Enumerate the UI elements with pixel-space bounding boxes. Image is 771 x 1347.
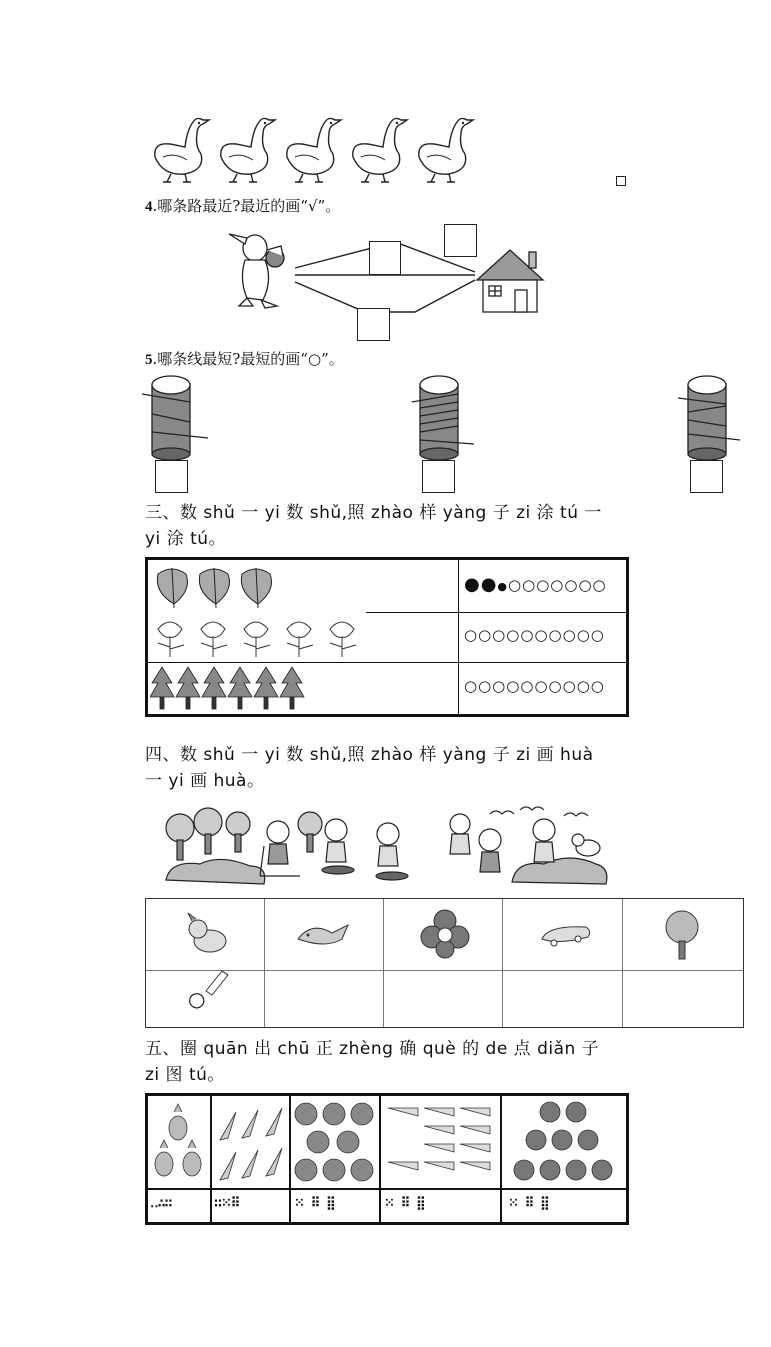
child-icon [322,819,354,874]
tree-icon [280,667,304,709]
tree-icon [166,814,194,860]
empty-circles: ○○○○○○○○○○ [464,677,605,695]
tree-icon [254,667,278,709]
answer-box-bottom-route[interactable] [357,308,390,341]
count-color-table [145,557,629,717]
watermelon-icon-group [504,1100,622,1186]
draw-table [145,898,744,1028]
leaf-row [152,564,282,610]
answer-box-spool-3[interactable] [690,460,723,493]
child-icon [260,821,300,876]
child-icon [533,819,555,862]
question-5 [145,348,344,369]
title-line: yi 涂 tú。 [145,529,227,549]
flower-icon [158,622,184,657]
section-3-title [145,500,602,552]
dot-options-3[interactable]: ⁙ ⠿ ⣿ [294,1196,335,1211]
spool-icon [142,376,208,460]
answer-box-spool-2[interactable] [422,460,455,493]
question-number: 5 [145,352,153,368]
carrot-icon-group [214,1104,286,1184]
tree-icon [176,667,200,709]
dot-picture-table [145,1093,629,1225]
tree-row [150,665,310,711]
title-line: 三、数 shǔ 一 yi 数 shǔ,照 zhào 样 yàng 子 zi 涂 tú 一 [145,503,602,523]
question-text: .哪条线最短?最短的画“○”。 [152,350,344,368]
spool-icon [678,376,740,460]
dot-options-4[interactable]: ⁙ ⠿ ⣿ [384,1196,425,1211]
tree-icon [662,907,702,963]
answer-box-small[interactable] [616,176,626,186]
question-text: .哪条路最近?最近的画“√”。 [152,197,341,215]
dot-options-5[interactable]: ⁙ ⠿ ⣿ [508,1196,549,1211]
child-icon [376,823,408,880]
rabbit-icon [229,234,284,308]
answer-box-spool-1[interactable] [155,460,188,493]
child-icon [479,829,501,872]
bird-icon [490,811,514,814]
dot-options-1[interactable]: ‥∴∷ [150,1196,172,1211]
question-4 [145,195,340,216]
spools-illustration [140,372,760,462]
spool-icon [412,376,474,460]
leaf-icon [199,568,229,608]
skateboard-icon [538,921,594,949]
tree-icon [226,812,250,852]
geese-illustration [145,112,485,188]
answer-box-middle-route[interactable] [444,224,477,257]
section-4-title [145,742,594,794]
flower-row [150,615,370,659]
title-line: 五、圈 quān 出 chū 正 zhèng 确 què 的 de 点 diǎn 子 [145,1039,600,1059]
title-line: zi 图 tú。 [145,1065,225,1085]
filled-circles-large: ●● [464,574,498,595]
example-circle-mark: ○ [188,987,206,1011]
title-line: 四、数 shǔ 一 yi 数 shǔ,照 zhào 样 yàng 子 zi 画 huà [145,745,594,765]
answer-box-top-route[interactable] [369,241,401,275]
circle-row-1[interactable] [464,574,607,595]
bird-icon [564,813,588,816]
title-line: 一 yi 画 huà。 [145,771,265,791]
flower-icon [287,622,313,657]
leaf-icon [241,568,271,608]
flower-icon [420,909,470,959]
flower-icon [244,622,270,657]
dog-icon [182,911,232,957]
filled-circle-small: ● [497,580,509,593]
leaf-icon [157,568,187,608]
dog-icon [572,834,600,856]
empty-circles: ○○○○○○○ [508,576,607,594]
cake-icon-group [384,1104,496,1184]
house-icon [477,250,543,312]
bird-icon [296,917,352,951]
circle-row-2[interactable] [464,626,605,644]
flower-icon [201,622,227,657]
child-icon [450,814,470,854]
tree-icon [194,808,222,854]
question-number: 4 [145,199,153,215]
park-scene-illustration [160,800,610,892]
tree-icon [298,812,322,852]
pineapple-icon [152,1102,208,1184]
section-5-title [145,1036,599,1088]
tree-icon [202,667,226,709]
circle-row-3[interactable] [464,677,605,695]
tree-icon [228,667,252,709]
empty-circles: ○○○○○○○○○○ [464,626,605,644]
dot-options-2[interactable]: ∷⁙⠿ [214,1196,240,1211]
apple-icon-group [292,1100,378,1186]
flower-icon [330,622,356,657]
tree-icon [150,667,174,709]
bird-icon [520,807,544,810]
